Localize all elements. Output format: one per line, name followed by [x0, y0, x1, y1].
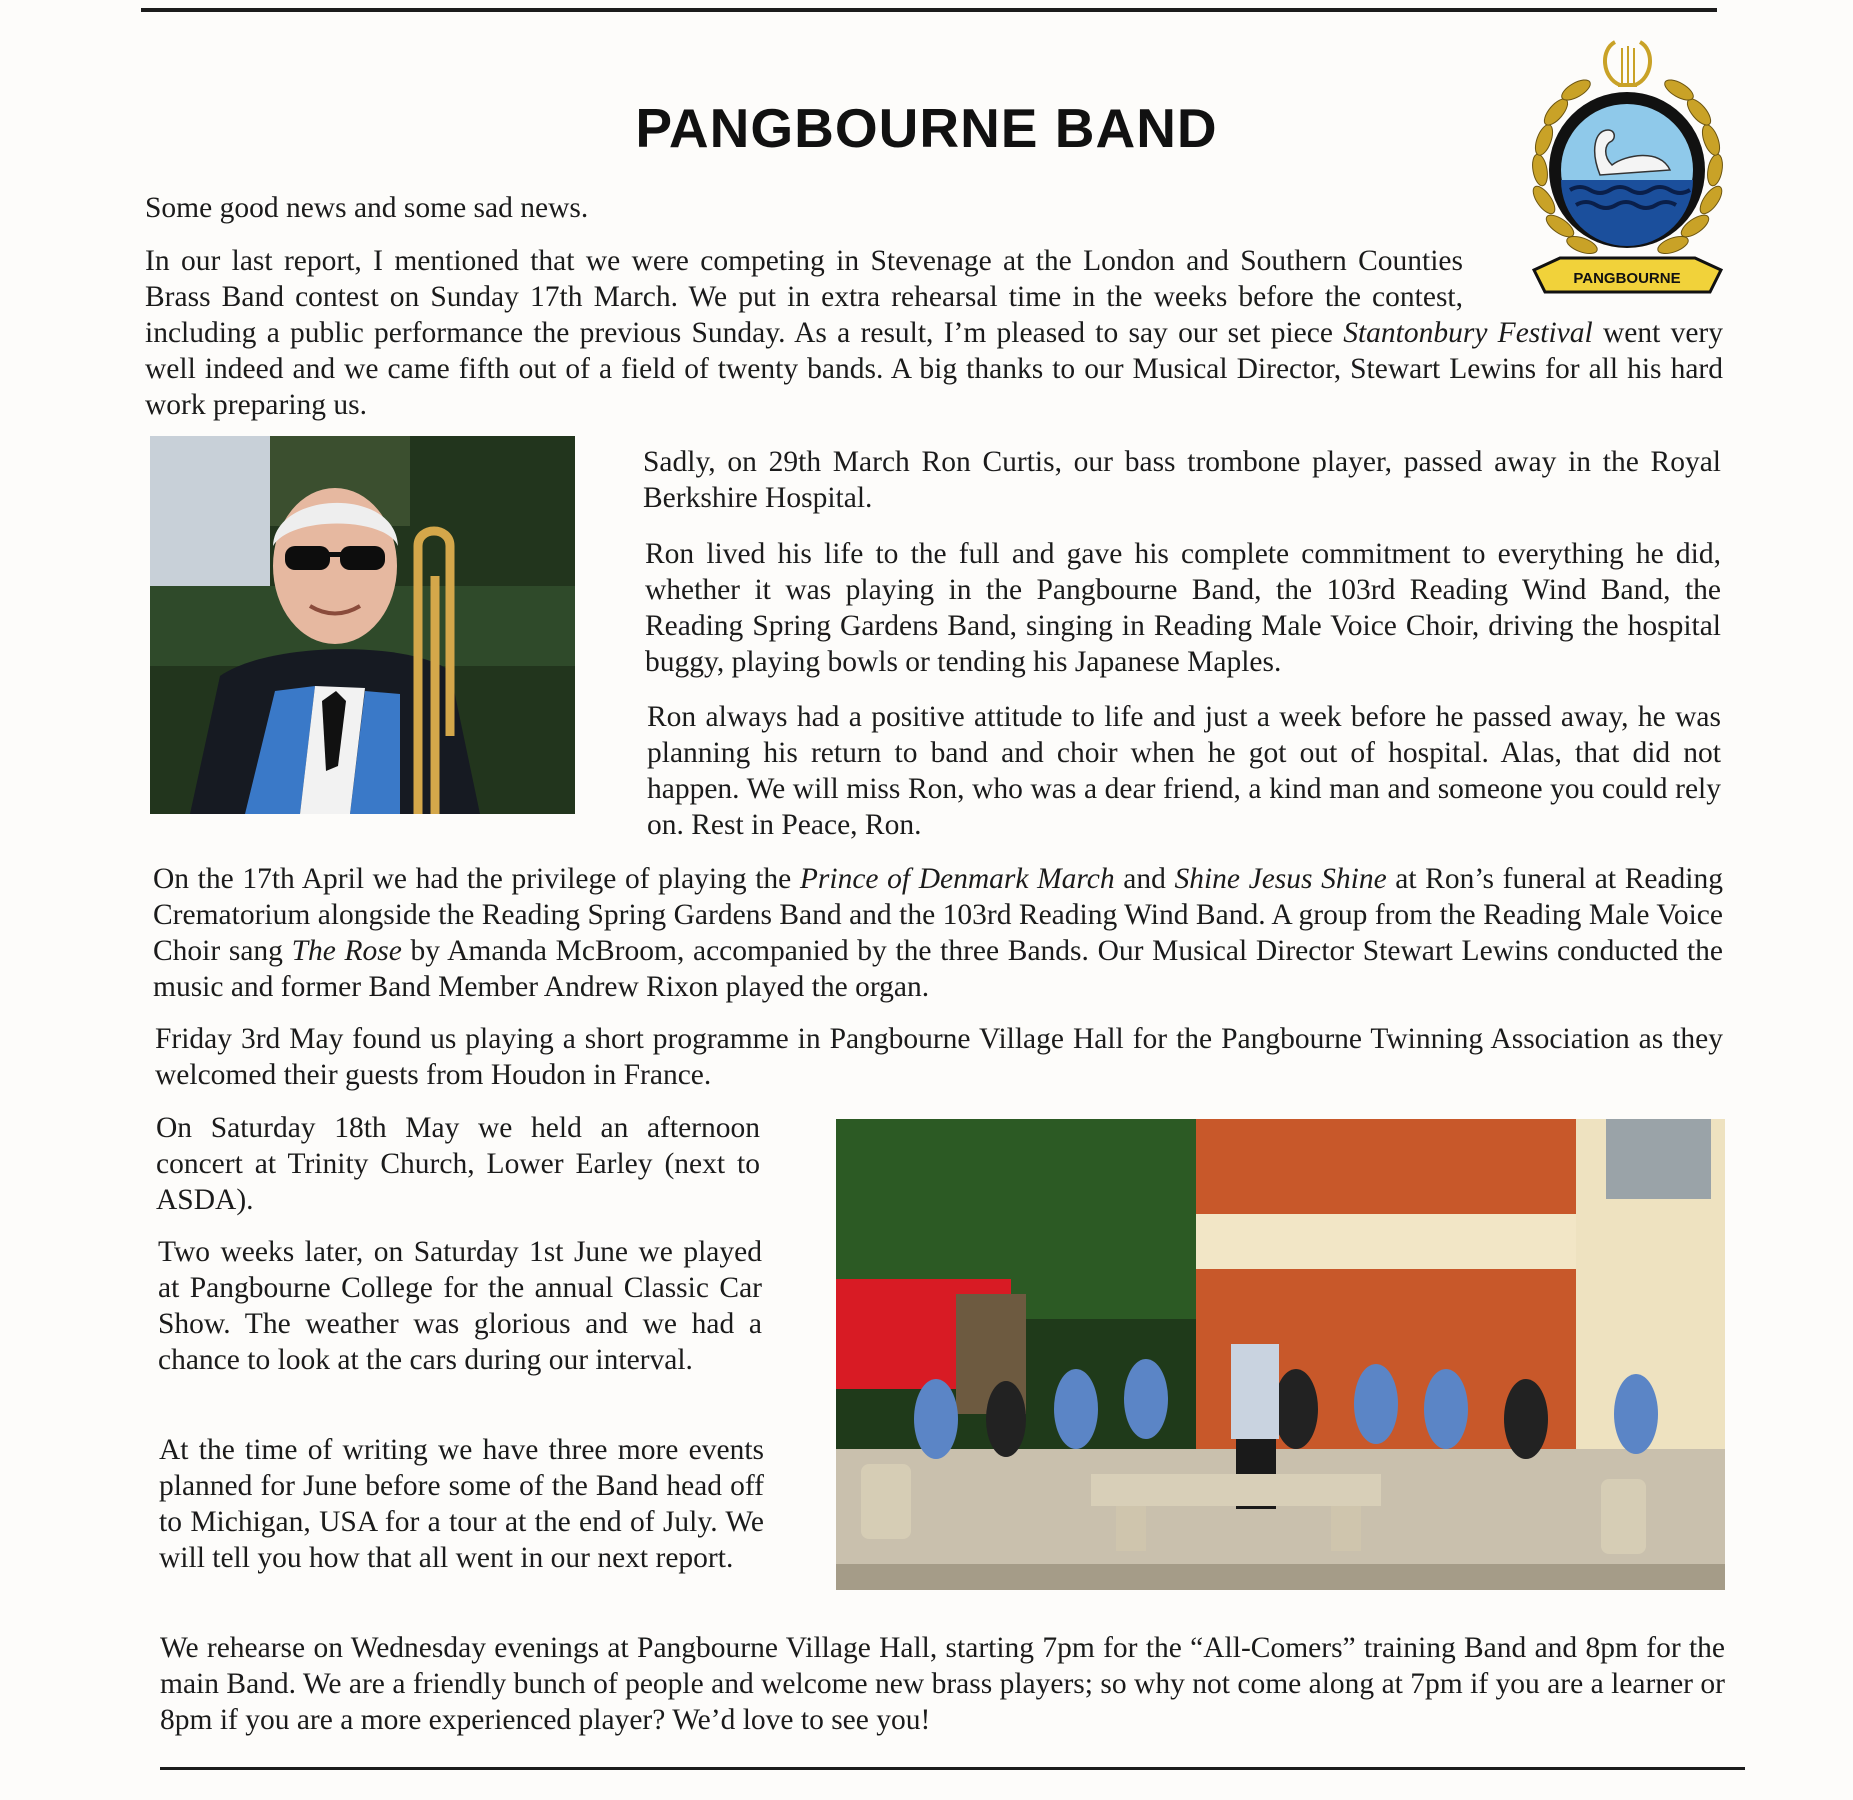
page-title: PANGBOURNE BAND: [635, 97, 1218, 159]
funeral-paragraph: On the 17th April we had the privilege of playing the Prince of Denmark March and Shine Jesus Shine at Ron’s funeral at Reading Crematorium alongside the Reading Spring Gardens Band and the 103rd Reading Wind Band. A group from the Reading Male Voice Choir sang The Rose by Amanda McBroom, accompanied by the three Bands. Our Musical Director Stewart Lewins conducted the music and former Band Member Andrew Rixon played the organ.: [153, 863, 1723, 1003]
sadly-paragraph: Sadly, on 29th March Ron Curtis, our bass trombone player, passed away in the Royal Berkshire Hospital.: [643, 446, 1721, 514]
saturday-paragraph: On Saturday 18th May we held an afternoon concert at Trinity Church, Lower Earley (next to ASDA).: [156, 1112, 760, 1216]
bottom-rule: [160, 1767, 1745, 1770]
friday-paragraph: Friday 3rd May found us playing a short programme in Pangbourne Village Hall for the Pangbourne Twinning Association as they welcomed their guests from Houdon in France.: [155, 1023, 1723, 1091]
logo-text: PANGBOURNE: [1573, 270, 1681, 287]
set-piece-title: Stantonbury Festival: [1343, 317, 1593, 349]
contest-paragraph: In our last report, I mentioned that we were competing in Stevenage at the London and Southern Counties Brass Band contest on Sunday 17th March. We put in extra rehearsal time in the weeks before the contest, including a public performance the previous Sunday. As a result, I’m pleased to say our set piece Stantonbury Festival went very well indeed and we came fifth out of a field of twenty bands. A big thanks to our Musical Director, Stewart Lewins for all his hard work preparing us.: [145, 245, 1724, 421]
two-weeks-paragraph: Two weeks later, on Saturday 1st June we played at Pangbourne College for the annual Classic Car Show. The weather was glorious and we had a chance to look at the cars during our interval.: [158, 1236, 762, 1376]
rehearse-paragraph: We rehearse on Wednesday evenings at Pangbourne Village Hall, starting 7pm for the “All-Comers” training Band and 8pm for the main Band. We are a friendly bunch of people and welcome new brass players; so why not come along at 7pm if you are a learner or 8pm if you are a more experienced player? We’d love to see you!: [160, 1632, 1725, 1736]
piece-title-3: The Rose: [291, 935, 402, 967]
ron-life-paragraph: Ron lived his life to the full and gave his complete commitment to everything he did, whether it was playing in the Pangbourne Band, the 103rd Reading Wind Band, the Reading Spring Gardens Band, singing in Reading Male Voice Choir, driving the hospital buggy, playing bowls or tending his Japanese Maples.: [645, 538, 1721, 678]
intro-text: Some good news and some sad news.: [145, 192, 589, 224]
ron-attitude-paragraph: Ron always had a positive attitude to life and just a week before he passed away, he was planning his return to band and choir when he got out of hospital. Alas, that did not happen. We will miss Ron, who was a dear friend, a kind man and someone you could rely on. Rest in Peace, Ron.: [647, 701, 1721, 841]
band-concert-photo: [836, 1119, 1725, 1590]
piece-title-1: Prince of Denmark March: [799, 863, 1115, 895]
top-rule: [141, 8, 1717, 12]
writing-paragraph: At the time of writing we have three more events planned for June before some of the Band head off to Michigan, USA for a tour at the end of July. We will tell you how that all went in our next report.: [159, 1434, 764, 1574]
piece-title-2: Shine Jesus Shine: [1174, 863, 1387, 895]
ron-curtis-photo: [150, 436, 575, 814]
